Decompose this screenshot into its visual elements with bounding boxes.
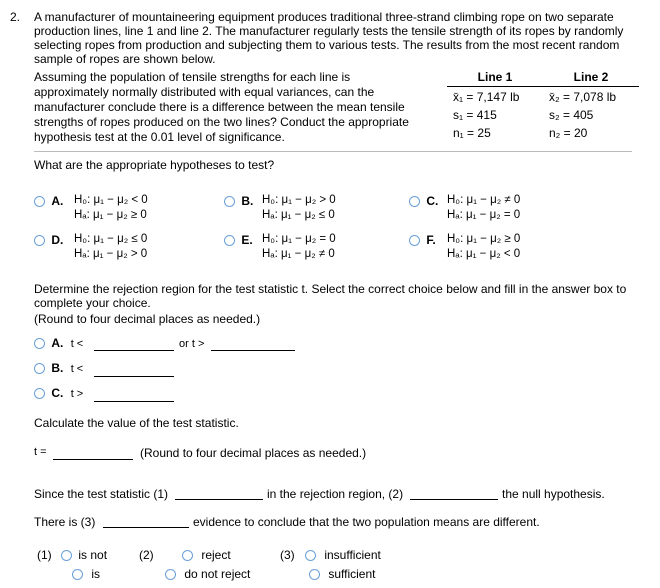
option-letter: C.: [426, 194, 439, 208]
ha-text: Hₐ: μ₁ − μ₂ ≠ 0: [262, 248, 335, 260]
radio-button[interactable]: [61, 550, 72, 561]
option-letter: E.: [241, 233, 253, 247]
hypothesis-option-a[interactable]: [34, 194, 148, 221]
h0-text: H₀: μ₁ − μ₂ < 0: [74, 194, 148, 206]
option-letter: F.: [426, 233, 436, 247]
choice-2-option-do-not-reject[interactable]: [165, 567, 250, 581]
radio-button[interactable]: [305, 550, 316, 561]
statistic-prompt: Calculate the value of the test statistic.: [34, 416, 239, 430]
assumption-line: strengths of ropes produced on the two lines? Conduct the appropriate: [34, 115, 409, 129]
table-cell: s₂ = 405: [549, 108, 594, 122]
choice-label: sufficient: [328, 567, 376, 581]
radio-button[interactable]: [34, 388, 45, 399]
ha-text: Hₐ: μ₁ − μ₂ = 0: [447, 209, 521, 221]
rejection-option-b[interactable]: [34, 361, 83, 375]
choice-group-3-label: (3): [280, 548, 295, 562]
rejection-pre-label: t <: [70, 363, 84, 375]
hypothesis-option-d[interactable]: [34, 233, 148, 260]
choice-label: do not reject: [184, 567, 251, 581]
hypothesis-option-e[interactable]: [224, 233, 336, 260]
choice-group-2-label: (2): [139, 548, 154, 562]
rejection-pre-label: t >: [70, 388, 84, 400]
section-divider: [34, 151, 632, 152]
option-letter: A.: [51, 194, 64, 208]
rejection-b-input[interactable]: [94, 364, 174, 377]
h0-text: H₀: μ₁ − μ₂ ≤ 0: [74, 233, 148, 245]
rejection-c-input[interactable]: [94, 389, 174, 402]
radio-button[interactable]: [34, 338, 45, 349]
conclusion-line2-post: evidence to conclude that the two population means are different.: [193, 515, 540, 529]
h0-text: H₀: μ₁ − μ₂ = 0: [262, 233, 336, 245]
choice-label: is: [91, 567, 101, 581]
table-cell: n₂ = 20: [549, 126, 588, 140]
conclusion-dropdown-3[interactable]: [103, 515, 189, 528]
assumption-line: manufacturer conclude there is a difference between the mean tensile: [34, 100, 405, 114]
ha-text: Hₐ: μ₁ − μ₂ > 0: [74, 248, 148, 260]
radio-button[interactable]: [34, 235, 45, 246]
hypothesis-option-b[interactable]: [224, 194, 336, 221]
radio-button[interactable]: [72, 569, 83, 580]
radio-button[interactable]: [309, 569, 320, 580]
rejection-pre-label: t <: [70, 338, 84, 350]
radio-button[interactable]: [409, 235, 420, 246]
choice-group-1-label: (1): [37, 548, 52, 562]
table-header-line2: Line 2: [543, 70, 639, 87]
choice-1-option-is[interactable]: [72, 567, 100, 581]
conclusion-line1-mid: in the rejection region, (2): [267, 487, 404, 501]
option-letter: A.: [51, 336, 64, 350]
choice-1-option-is-not[interactable]: [61, 548, 107, 562]
statistic-label: t =: [34, 446, 47, 458]
h0-text: H₀: μ₁ − μ₂ > 0: [262, 194, 336, 206]
assumption-line: approximately normally distributed with equal variances, can the: [34, 85, 375, 99]
choice-label: insufficient: [324, 548, 381, 562]
assumption-line: hypothesis test at the 0.01 level of significance.: [34, 130, 285, 144]
choice-3-option-insufficient[interactable]: [305, 548, 381, 562]
radio-button[interactable]: [165, 569, 176, 580]
radio-button[interactable]: [34, 196, 45, 207]
statistic-input[interactable]: [53, 447, 133, 460]
hypothesis-option-f[interactable]: [409, 233, 521, 260]
ha-text: Hₐ: μ₁ − μ₂ ≥ 0: [74, 209, 147, 221]
table-cell: s₁ = 415: [453, 108, 497, 122]
conclusion-line1-post: the null hypothesis.: [502, 487, 605, 501]
option-letter: B.: [241, 194, 254, 208]
radio-button[interactable]: [34, 363, 45, 374]
question-number: 2.: [10, 10, 21, 24]
table-cell: n₁ = 25: [453, 126, 491, 140]
option-letter: B.: [51, 361, 64, 375]
radio-button[interactable]: [224, 235, 235, 246]
option-letter: D.: [51, 233, 64, 247]
rejection-upper-input[interactable]: [211, 338, 295, 351]
assumption-text: [34, 70, 409, 145]
hypotheses-question: What are the appropriate hypotheses to test?: [34, 158, 275, 172]
choice-2-option-reject[interactable]: [182, 548, 231, 562]
option-letter: C.: [51, 386, 64, 400]
choice-3-option-sufficient[interactable]: [309, 567, 375, 581]
table-cell: x̄₂ = 7,078 lb: [549, 90, 617, 104]
assumption-line: Assuming the population of tensile strengths for each line is: [34, 70, 351, 84]
h0-text: H₀: μ₁ − μ₂ ≥ 0: [447, 233, 521, 245]
ha-text: Hₐ: μ₁ − μ₂ < 0: [447, 248, 521, 260]
h0-text: H₀: μ₁ − μ₂ ≠ 0: [447, 194, 521, 206]
statistic-round-note: (Round to four decimal places as needed.): [140, 446, 367, 460]
conclusion-dropdown-2[interactable]: [410, 487, 498, 500]
choice-label: is not: [78, 548, 108, 562]
radio-button[interactable]: [224, 196, 235, 207]
table-cell: x̄₁ = 7,147 lb: [453, 90, 520, 104]
sample-data-table: [447, 70, 639, 141]
radio-button[interactable]: [182, 550, 193, 561]
radio-button[interactable]: [409, 196, 420, 207]
rejection-prompt: Determine the rejection region for the test statistic t. Select the correct choice below and fill in the answer box to complete your choice.: [34, 282, 627, 310]
rejection-mid-label: or t >: [179, 338, 205, 350]
choice-label: reject: [201, 548, 231, 562]
rejection-option-c[interactable]: [34, 386, 83, 400]
table-header-line1: Line 1: [447, 70, 543, 87]
conclusion-line1-pre: Since the test statistic (1): [34, 487, 169, 501]
conclusion-dropdown-1[interactable]: [175, 487, 263, 500]
conclusion-line2-pre: There is (3): [34, 515, 96, 529]
hypothesis-option-c[interactable]: [409, 194, 521, 221]
rejection-lower-input[interactable]: [94, 338, 174, 351]
rejection-round-note: (Round to four decimal places as needed.): [34, 312, 261, 326]
problem-text: A manufacturer of mountaineering equipment produces traditional three-strand climbing rope on two separate production lines, line 1 and line 2. The manufacturer regularly tests the tensile strength of its ropes by randomly selecting ropes from production and subjecting them to various tests. The results from the most recent random sample of ropes are shown below.: [34, 10, 624, 66]
rejection-option-a[interactable]: [34, 336, 83, 350]
ha-text: Hₐ: μ₁ − μ₂ ≤ 0: [262, 209, 335, 221]
